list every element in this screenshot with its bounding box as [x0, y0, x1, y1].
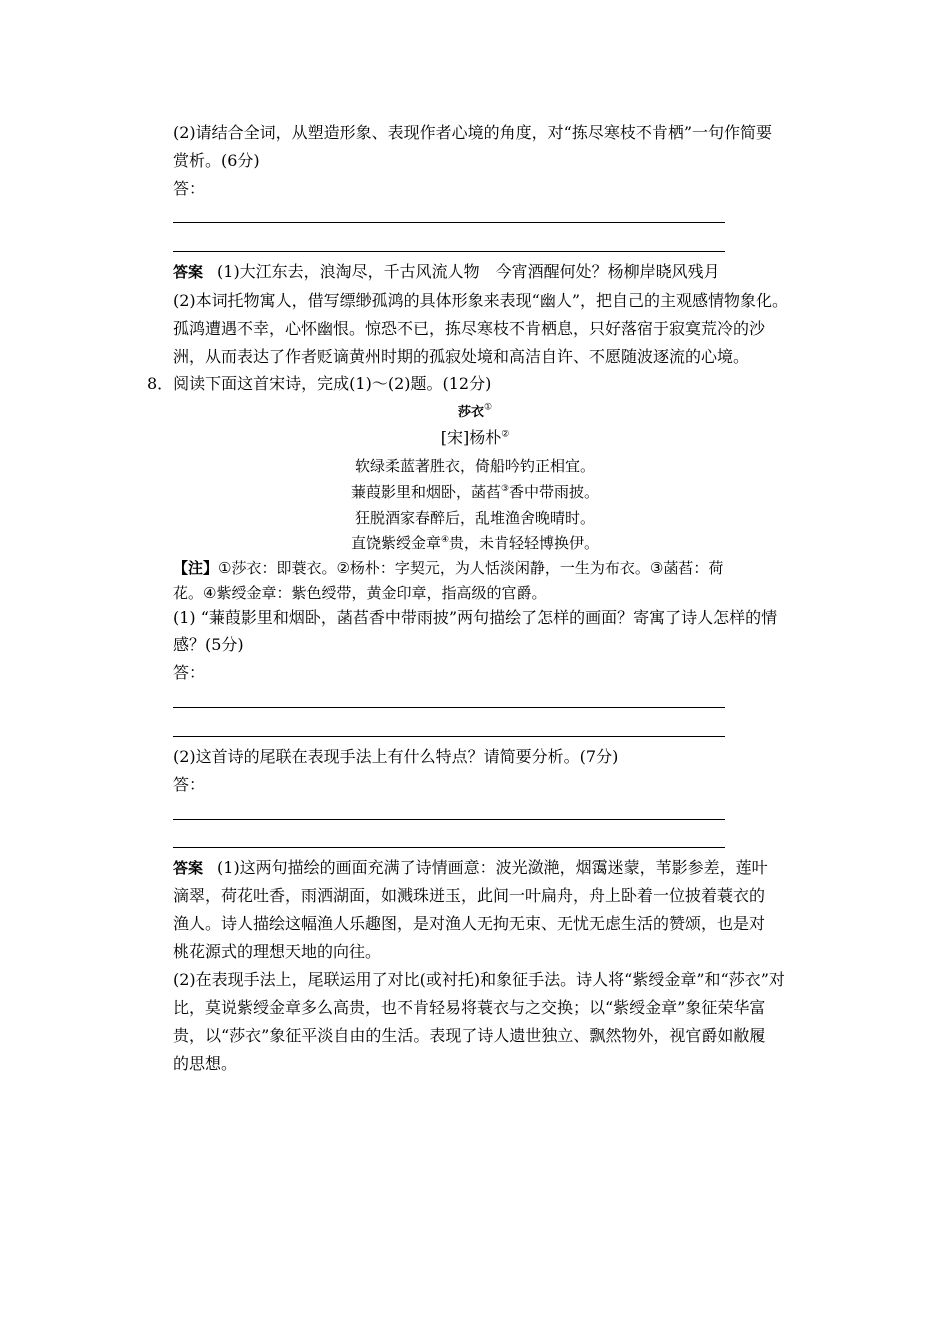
- q8-stem: 8．阅读下面这首宋诗，完成(1)～(2)题。(12分): [147, 374, 492, 393]
- q8-answer-line-3: 渔人。诗人描绘这幅渔人乐趣图，是对渔人无拘无束、无忧无虑生活的赞颂，也是对: [173, 914, 766, 933]
- q8-answer-line-4: 桃花源式的理想天地的向往。: [173, 942, 382, 961]
- answer-blank-line: [173, 707, 725, 708]
- q8-answer-line-6: 比，莫说紫绶金章多么高贵，也不肯轻易将蓑衣与之交换；以“紫绶金章”象征荣华富: [173, 998, 766, 1017]
- poem-line-1: 软绿柔蓝著胜衣，倚船吟钓正相宜。: [354, 457, 595, 475]
- q8-sub2-text: (2)这首诗的尾联在表现手法上有什么特点？请简要分析。(7分): [173, 747, 619, 766]
- answer-label: 答案: [173, 263, 204, 281]
- q8-sub1-prompt: 答：: [173, 663, 206, 682]
- answer-blank-line: [173, 819, 725, 820]
- answer-label: 答案: [173, 859, 204, 877]
- poem-notes-line-1: 【注】①莎衣：即蓑衣。②杨朴：字契元，为人恬淡闲静，一生为布衣。③菡萏：荷: [173, 559, 724, 577]
- q8-answer-line-1: 答案 (1)这两句描绘的画面充满了诗情画意：波光潋滟，烟霭迷蒙，苇影参差，莲叶: [173, 858, 768, 877]
- q7-answer-line-2: (2)本词托物寓人，借写缥缈孤鸿的具体形象来表现“幽人”，把自己的主观感情物象化。: [173, 291, 789, 310]
- poem-line-4: 直饶紫绶金章④贵，未肯轻轻博换伊。: [350, 534, 600, 552]
- answer-blank-line: [173, 251, 725, 252]
- answer-blank-line: [173, 736, 725, 737]
- q7-answer-line-1: 答案 (1)大江东去，浪淘尽，千古风流人物 今宵酒醒何处？杨柳岸晓风残月: [173, 262, 720, 281]
- poem-line-3: 狂脱酒家春醉后，乱堆渔舍晚晴时。: [354, 509, 595, 527]
- q8-answer-line-5: (2)在表现手法上，尾联运用了对比(或衬托)和象征手法。诗人将“紫绶金章”和“莎衣”对: [173, 970, 785, 989]
- poem-notes-line-2: 花。④紫绶金章：紫色绶带，黄金印章，指高级的官爵。: [173, 584, 547, 602]
- poem-author: [宋]杨朴②: [440, 428, 510, 447]
- poem-title: 莎衣①: [457, 402, 493, 420]
- q8-answer-line-8: 的思想。: [173, 1054, 238, 1073]
- q7-sub2-text: (2)请结合全词，从塑造形象、表现作者心境的角度，对“拣尽寒枝不肯栖”一句作简要: [173, 123, 773, 142]
- q8-sub1-text-cont: 感？(5分): [173, 635, 244, 654]
- q8-answer-line-2: 滴翠，荷花吐香，雨洒湖面，如溅珠迸玉，此间一叶扁舟，舟上卧着一位披着蓑衣的: [173, 886, 766, 905]
- note-label: 【注】: [173, 559, 219, 577]
- q7-sub2-text-cont: 赏析。(6分): [173, 151, 260, 170]
- q7-answer-line-4: 洲，从而表达了作者贬谪黄州时期的孤寂处境和高洁自许、不愿随波逐流的心境。: [173, 347, 750, 366]
- q8-sub2-prompt: 答：: [173, 775, 206, 794]
- q8-sub1-text: (1) “蒹葭影里和烟卧，菡萏香中带雨披”两句描绘了怎样的画面？寄寓了诗人怎样的情: [173, 608, 778, 627]
- q7-answer-line-3: 孤鸿遭遇不幸，心怀幽恨。惊恐不已，拣尽寒枝不肯栖息，只好落宿于寂寞荒冷的沙: [173, 319, 766, 338]
- answer-blank-line: [173, 222, 725, 223]
- q7-answer-prompt: 答：: [173, 179, 206, 198]
- answer-blank-line: [173, 847, 725, 848]
- poem-line-2: 蒹葭影里和烟卧，菡萏③香中带雨披。: [350, 483, 600, 501]
- q8-answer-line-7: 贵，以“莎衣”象征平淡自由的生活。表现了诗人遗世独立、飘然物外，视官爵如敝履: [173, 1026, 766, 1045]
